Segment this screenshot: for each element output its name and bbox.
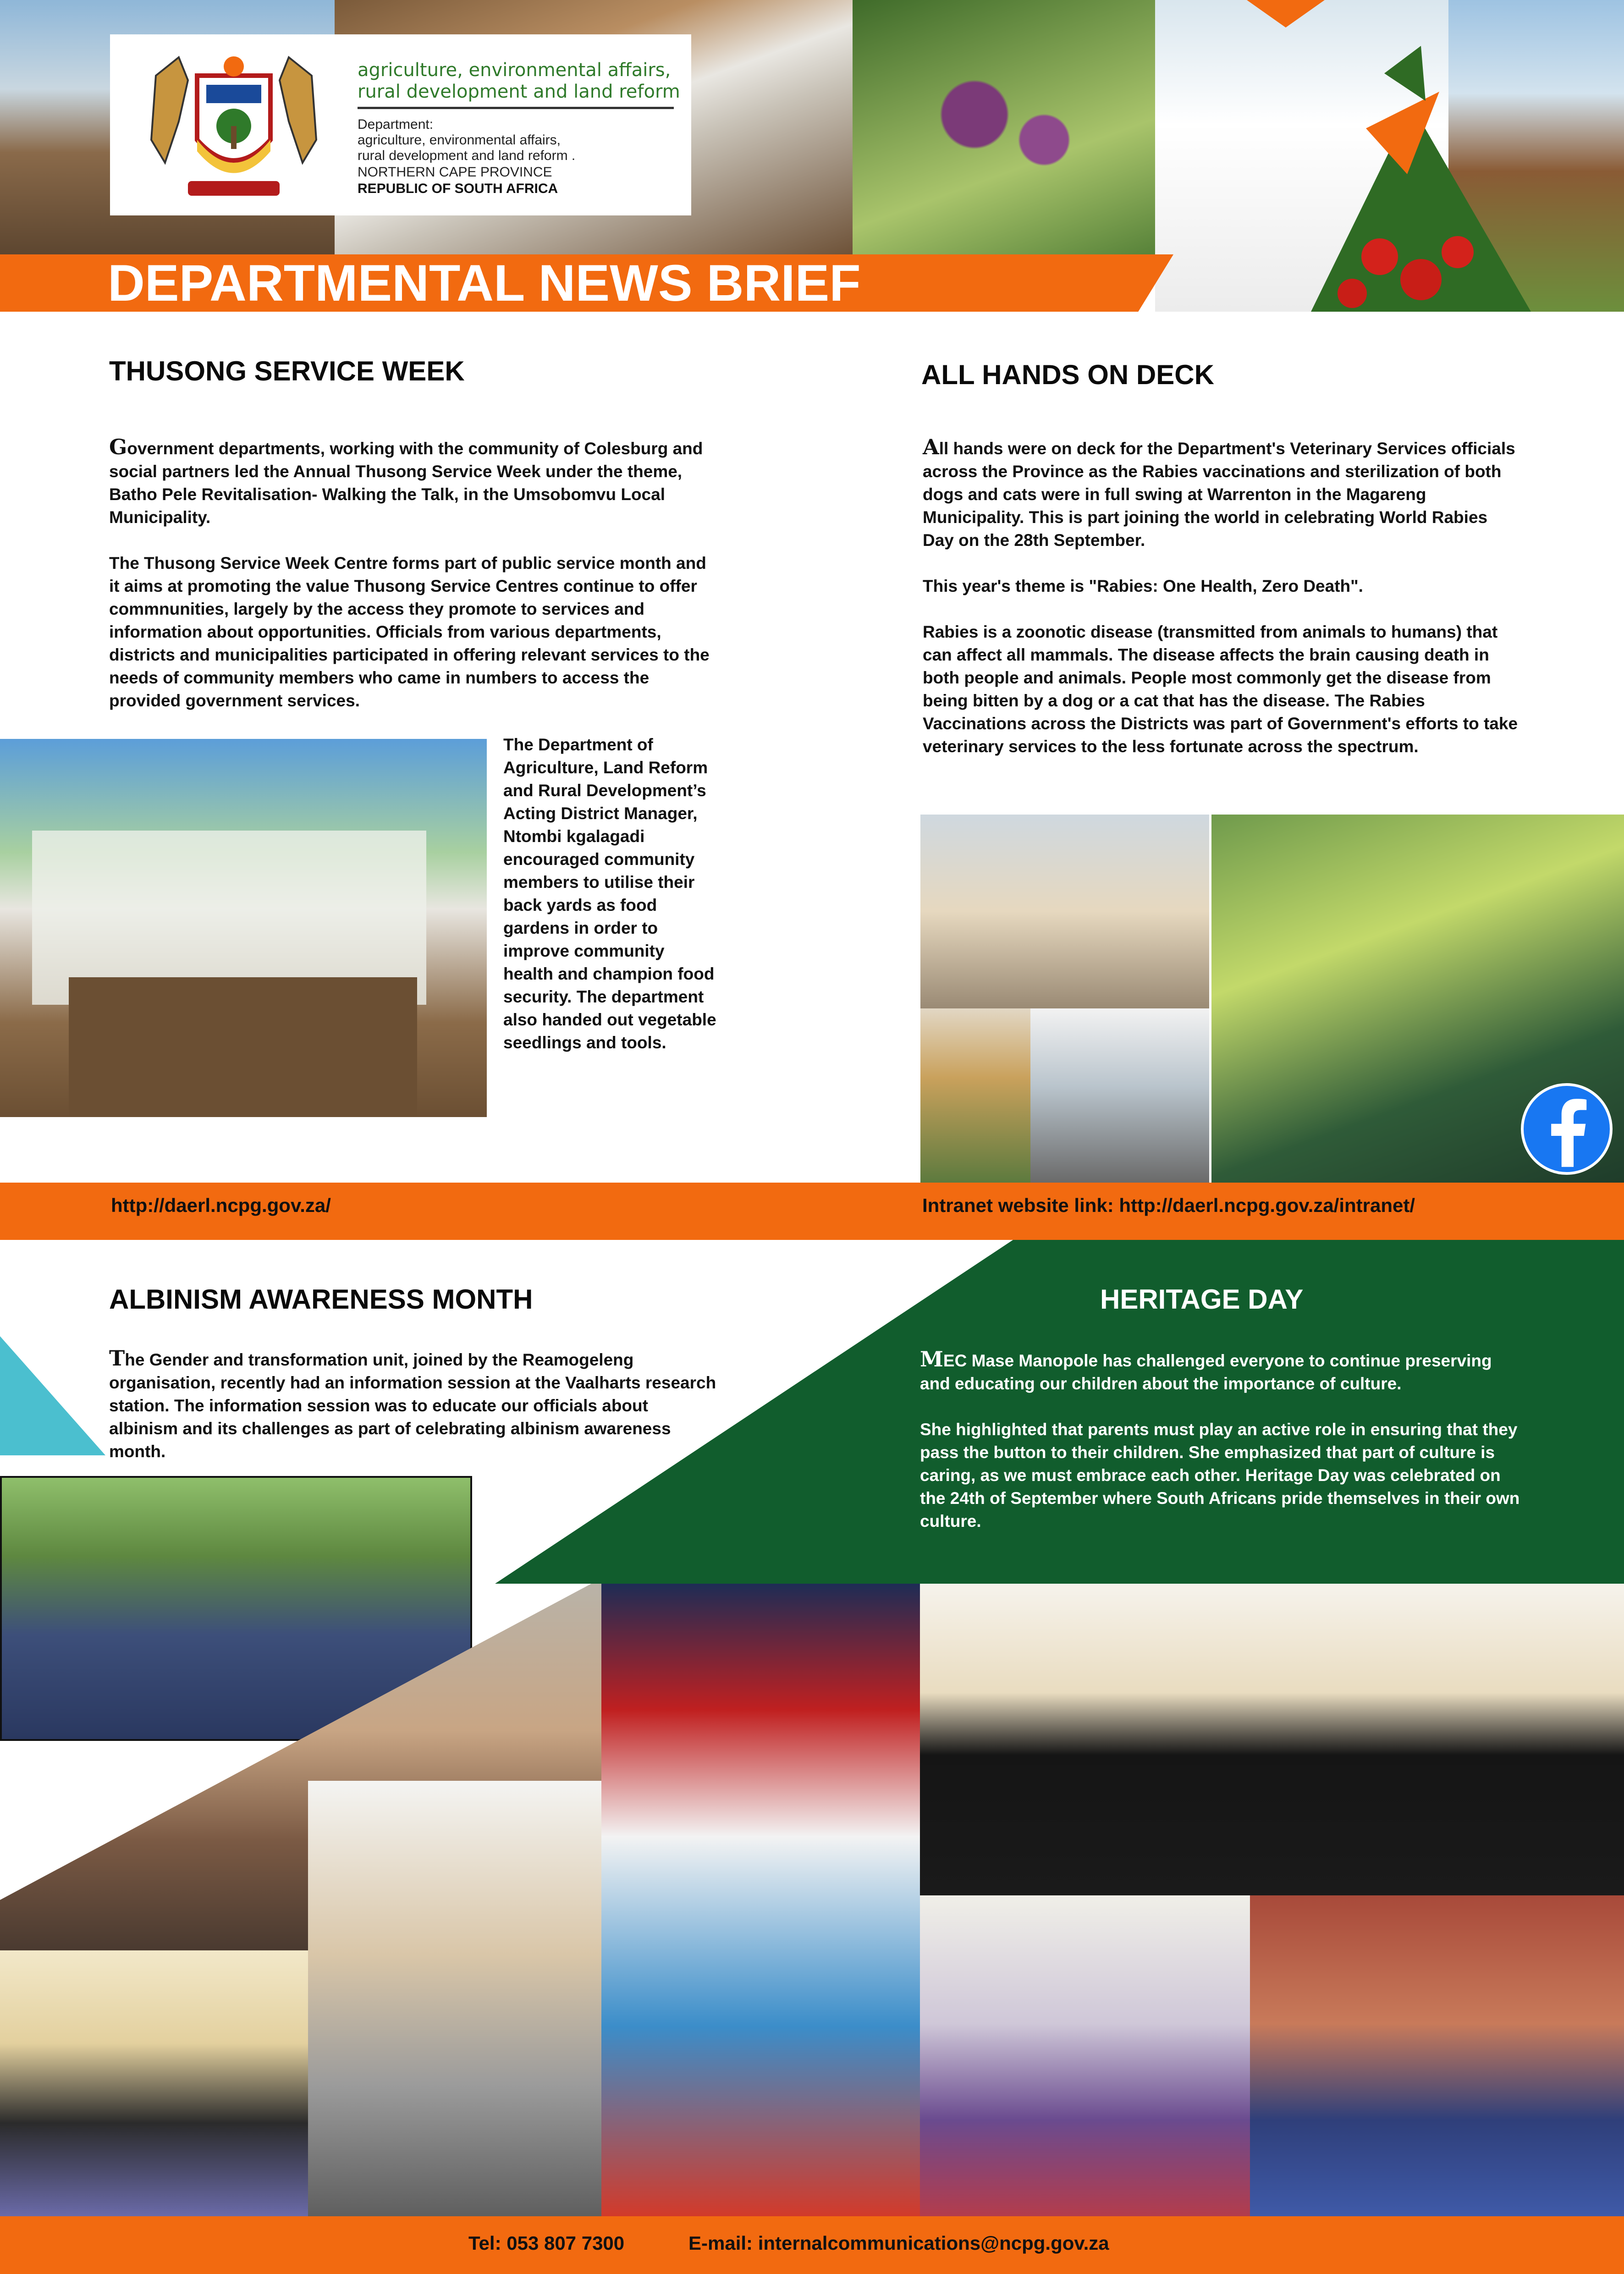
logo-dept-label: Department: [358, 117, 434, 132]
heritage-paragraph-1: MEC Mase Manopole has challenged everyone to continue preserving and educating our children about the importance of culture. [920, 1347, 1492, 1393]
deck-body [923, 435, 1519, 781]
heading-heritage: HERITAGE DAY [1100, 1284, 1304, 1315]
photo-heritage-office [920, 1895, 1250, 2216]
header-photo-grapes [853, 0, 1201, 254]
logo-dept-line1: agriculture, environmental affairs, [358, 132, 561, 148]
logo-box [110, 34, 691, 215]
photo-heritage-woman [601, 1584, 920, 2216]
albinism-body [109, 1347, 719, 1486]
logo-title-line2: rural development and land reform [358, 81, 680, 102]
photo-heritage-food [308, 1781, 601, 2216]
dropcap: G [109, 435, 127, 459]
photo-group-hall [0, 1950, 308, 2216]
photo-vet-van [1030, 1008, 1209, 1183]
photo-thusong-garden [0, 739, 487, 1117]
photo-heritage-selfie [1250, 1895, 1624, 2216]
footer-telephone: Tel: 053 807 7300 [468, 2232, 625, 2254]
heading-thusong: THUSONG SERVICE WEEK [109, 356, 465, 386]
logo-title-line1: agriculture, environmental affairs, [358, 60, 671, 81]
logo-dept-line2: rural development and land reform . [358, 148, 576, 163]
thusong-body [109, 435, 719, 735]
dropcap: A [923, 435, 939, 459]
albinism-paragraph-1: The Gender and transformation unit, joined by the Reamogeleng organisation, recently had an information session at the Vaalharts research station. The information session was to educate our officials about albinism and its challenges as part of celebrating albinism awareness month. [109, 1346, 716, 1461]
photo-vet-outdoor [920, 1008, 1030, 1183]
heritage-body [920, 1348, 1520, 1533]
dropcap: M [920, 1347, 943, 1371]
thusong-paragraph-2: The Thusong Service Week Centre forms part of public service month and it aims at promoting the value Thusong Service Centres continue to offer commnunities, largely by the access they promote to services and information about opportunities. Officials from various departments, districts and municipalities participated in offering relevant services to the needs of community members who came in numbers to access the provided government services. [109, 554, 710, 710]
thusong-paragraph-1: Government departments, working with the community of Colesburg and social partners led the Annual Thusong Service Week under the theme, Batho Pele Revitalisation- Walking the Talk, in the Umsobomvu Local Municipality. [109, 435, 703, 527]
page-title: DEPARTMENTAL NEWS BRIEF [108, 254, 861, 312]
intranet-link[interactable]: Intranet website link: http://daerl.ncpg.gov.za/intranet/ [922, 1195, 1415, 1216]
facebook-icon[interactable] [1521, 1083, 1613, 1175]
website-link[interactable]: http://daerl.ncpg.gov.za/ [111, 1195, 331, 1216]
heritage-paragraph-2: She highlighted that parents must play an active role in ensuring that they pass the button to their children. She emphasized that part of culture is caring, as we must embrace each other. Heritage Day was celebrated on the 24th of September where South Africans pride themselves in their own culture. [920, 1420, 1520, 1531]
photo-vet-clinic [920, 815, 1209, 1008]
logo-country: REPUBLIC OF SOUTH AFRICA [358, 181, 558, 196]
deck-paragraph-3: Rabies is a zoonotic disease (transmitted from animals to humans) that can affect all mammals. The disease affects the brain causing death in both people and animals. People most commonly get the disease from being bitten by a dog or a cat that has the disease. The Rabies Vaccinations across the Districts was part of Government's efforts to take veterinary services to the less fortunate across the spectrum. [923, 622, 1518, 756]
deck-paragraph-1: All hands were on deck for the Department's Veterinary Services officials across the Province as the Rabies vaccinations and sterilization of both dogs and cats were in full swing at Warrenton in the Magareng Municipality. This is part joining the world in celebrating World Rabies Day on the 28th September. [923, 435, 1515, 550]
dropcap: T [109, 1346, 125, 1371]
coat-of-arms-icon [138, 48, 330, 204]
logo-province: NORTHERN CAPE PROVINCE [358, 165, 552, 180]
heading-albinism: ALBINISM AWARENESS MONTH [109, 1284, 533, 1315]
heading-deck: ALL HANDS ON DECK [921, 359, 1214, 390]
header-decor-triangles [1247, 0, 1439, 193]
deck-paragraph-2: This year's theme is "Rabies: One Health, Zero Death". [923, 577, 1363, 595]
logo-divider [358, 107, 674, 109]
photo-heritage-ladies [920, 1584, 1624, 1895]
footer-email-link[interactable]: E-mail: internalcommunications@ncpg.gov.za [688, 2232, 1109, 2254]
thusong-paragraph-3: The Department of Agriculture, Land Reform and Rural Development’s Acting District Manager, Ntombi kgalagadi encouraged community members to utilise their back yards as food gardens in order to improve community health and champion food security. The department also handed out vegetable seedlings and tools. [503, 735, 716, 1052]
